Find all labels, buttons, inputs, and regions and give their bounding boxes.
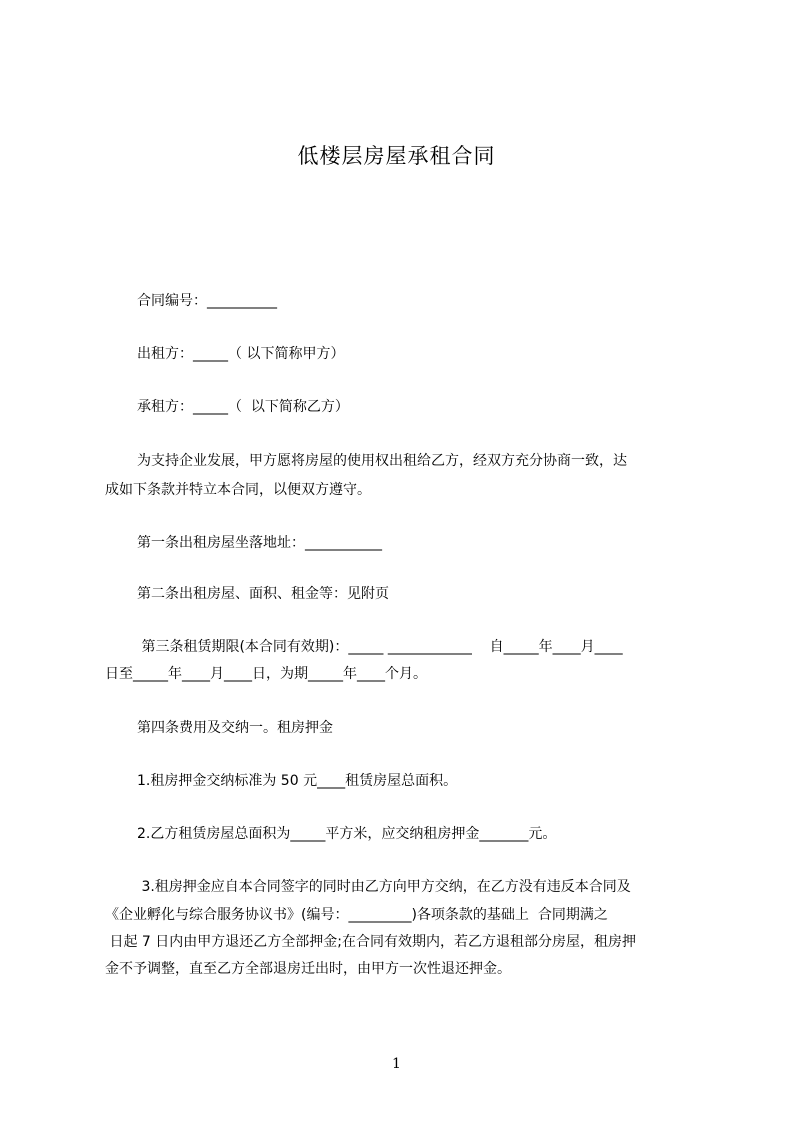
article-1-line: 第一条出租房屋坐落地址：___________ xyxy=(137,535,382,551)
page-number: 1 xyxy=(392,1056,401,1072)
clause-3-line-3: 日起 7 日内由甲方退还乙方全部押金;在合同有效期内，若乙方退租部分房屋，租房押 xyxy=(105,934,636,950)
lessor-line: 出租方：_____（ 以下简称甲方） xyxy=(137,346,345,362)
clause-3-line-1: 3.租房押金应自本合同签字的同时由乙方向甲方交纳，在乙方没有违反本合同及 xyxy=(137,879,631,895)
clause-2-line: 2.乙方租赁房屋总面积为_____平方米，应交纳租房押金_______元。 xyxy=(137,826,557,842)
clause-1-line: 1.租房押金交纳标准为 50 元____租赁房屋总面积。 xyxy=(137,773,458,789)
preamble-line-2: 成如下条款并特立本合同，以便双方遵守。 xyxy=(105,482,371,498)
preamble-line-1: 为支持企业发展，甲方愿将房屋的使用权出租给乙方，经双方充分协商一致，达 xyxy=(137,453,627,469)
lessee-line: 承租方：_____（ 以下简称乙方） xyxy=(137,399,349,415)
clause-3-line-4: 金不予调整，直至乙方全部退房迁出时，由甲方一次性退还押金。 xyxy=(105,961,511,977)
article-3-line-2: 日至_____年____月____日，为期_____年____个月。 xyxy=(105,666,427,682)
article-4-line: 第四条费用及交纳一。租房押金 xyxy=(137,720,333,736)
clause-3-line-2: 《企业孵化与综合服务协议书》(编号：_________)各项条款的基础上 合同期满之 xyxy=(105,907,608,923)
contract-number-line: 合同编号：__________ xyxy=(137,293,277,309)
article-3-line-1: 第三条租赁期限(本合同有效期)：_____ ____________ 自_____年____月____ xyxy=(137,639,623,655)
article-2-line: 第二条出租房屋、面积、租金等：见附页 xyxy=(137,586,389,602)
document-title: 低楼层房屋承租合同 xyxy=(297,144,496,168)
